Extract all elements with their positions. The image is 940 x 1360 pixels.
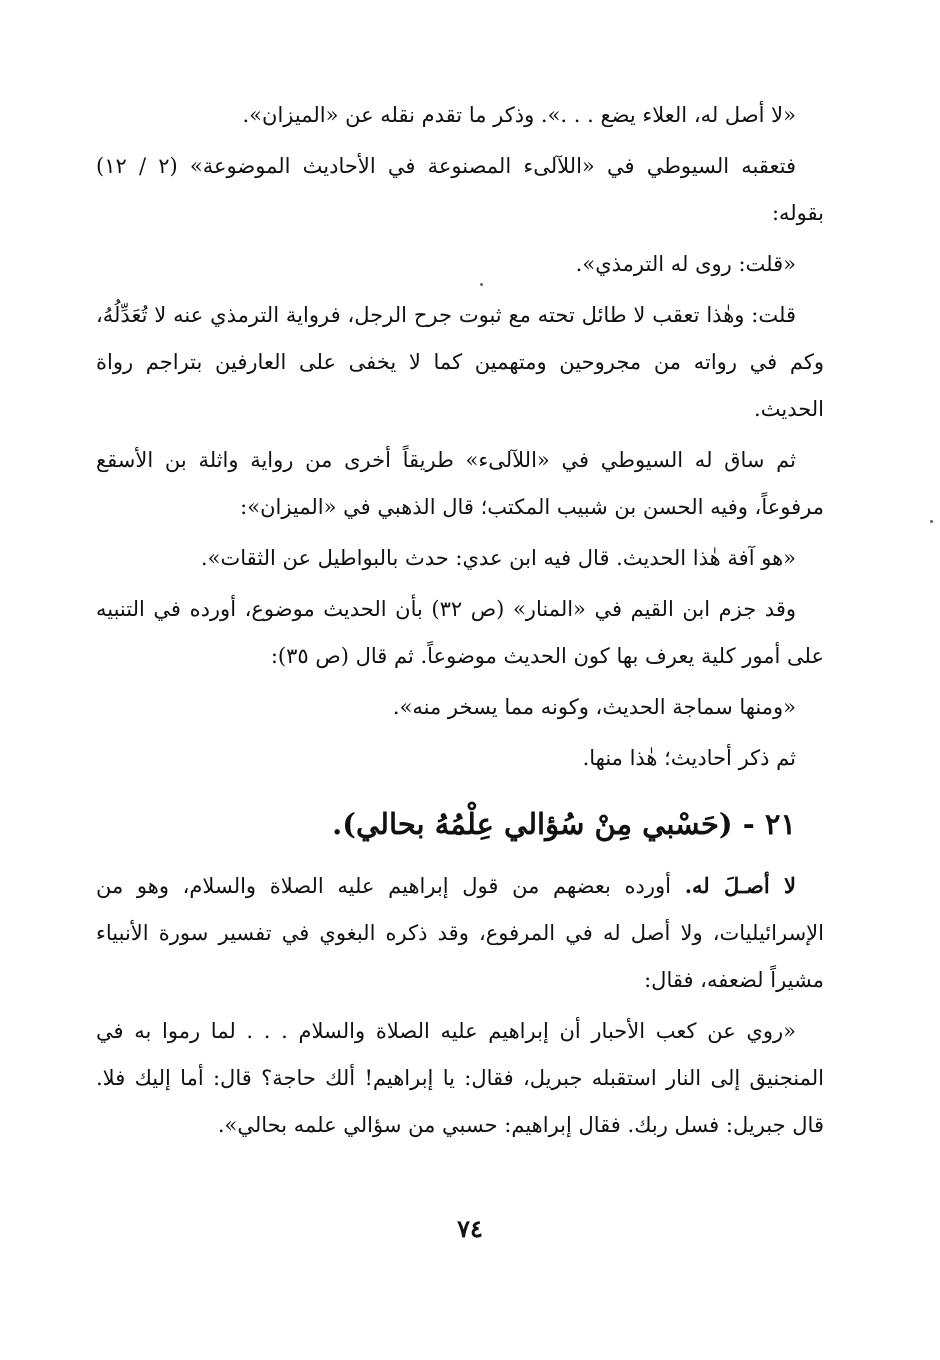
verdict-paragraph (96, 862, 824, 1004)
paragraph-suyuti-critique: فتعقبه السيوطي في «اللآلىء المصنوعة في الأحاديث الموضوعة» (٢ / ١٢) بقوله: (96, 154, 824, 225)
quote-paragraph-dhahabi: «هو آفة هٰذا الحديث. قال فيه ابن عدي: حدث بالبواطيل عن الثقات». (200, 546, 796, 570)
quote-paragraph-kaab: «روي عن كعب الأحبار أن إبراهيم عليه الصلاة والسلام . . . لما رموا به في المنجنيق إلى النار استقبله جبريل، فقال: يا إبراهيم! ألك حاجة؟ قال: أما إليك فلا. قال جبريل: فسل ربك. فقال إبراهيم: حسبي من سؤالي علمه بحالي». (96, 1019, 824, 1137)
hadith-heading: ٢١ - (حَسْبي مِنْ سُؤالي عِلْمُهُ بحالي). (332, 807, 796, 841)
verdict-lead: لا أصـلَ له. (684, 873, 796, 898)
quote-paragraph-tirmidhi: «قلت: روى له الترمذي». (575, 252, 796, 276)
paragraph-author-response: قلت: وهٰذا تعقب لا طائل تحته مع ثبوت جرح الرجل، فرواية الترمذي عنه لا تُعَدِّلُهُ، وكم في رواته من مجروحين ومتهمين كما لا يخفى على العارفين بتراجم رواة الحديث. (96, 303, 824, 421)
quote-paragraph-samaja: «ومنها سماجة الحديث، وكونه مما يسخر منه». (392, 695, 796, 719)
page-body (96, 92, 824, 1153)
page-number: ٧٤ (457, 1214, 483, 1243)
scan-speck (480, 283, 483, 286)
scan-speck (930, 520, 933, 523)
quote-paragraph-1: «لا أصل له، العلاء يضع . . .». وذكر ما تقدم نقله عن «الميزان». (242, 103, 796, 127)
paragraph-ibn-qayyim: وقد جزم ابن القيم في «المنار» (ص ٣٢) بأن الحديث موضوع، أورده في التنبيه على أمور كلية يعرف بها كون الحديث موضوعاً. ثم قال (ص ٣٥): (96, 597, 824, 668)
verdict-text: أورده بعضهم من قول إبراهيم عليه الصلاة والسلام، وهو من الإسرائيليات، ولا أصل له في المرفوع، وقد ذكره البغوي في تفسير سورة الأنبياء مشيراً لضعفه، فقال: (96, 874, 824, 992)
paragraph-mentioned-hadiths: ثم ذكر أحاديث؛ هٰذا منها. (582, 746, 796, 770)
paragraph-wathila-route: ثم ساق له السيوطي في «اللآلىء» طريقاً أخرى من رواية واثلة بن الأسقع مرفوعاً، وفيه الحسن بن شبيب المكتب؛ قال الذهبي في «الميزان»: (96, 448, 824, 519)
